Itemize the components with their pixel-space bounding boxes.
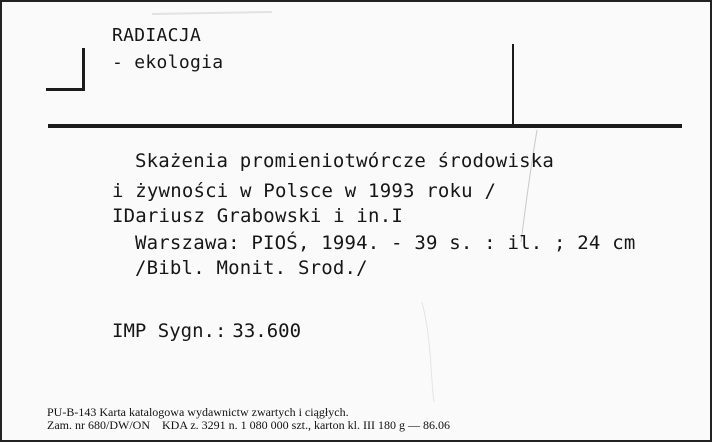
imprint-line: Warszawa: PIOŚ, 1994. - 39 s. : il. ; 24 cm — [135, 232, 636, 254]
call-number — [112, 320, 301, 342]
call-number-value: 33.600 — [232, 320, 302, 342]
card-form-caption: PU-B-143 Karta katalogowa wydawnictw zwartych i ciągłych. — [47, 405, 349, 419]
header-rule — [48, 124, 682, 128]
title-line-2: i żywności w Polsce w 1993 roku / — [112, 180, 497, 202]
header-divider-vertical — [512, 44, 514, 124]
print-run: KDA z. 3291 n. 1 080 000 szt., karton kl. III 180 g — 86.06 — [161, 418, 450, 432]
corner-bracket-vertical — [82, 48, 85, 90]
order-number: Zam. nr 680/DW/ON — [47, 418, 150, 432]
title-line-1: Skażenia promieniotwórcze środowiska — [135, 150, 555, 172]
author-line: IDariusz Grabowski i in.I — [112, 205, 403, 227]
card-print-info — [47, 418, 450, 433]
subject-subheading: - ekologia — [112, 52, 224, 73]
call-number-label: IMP Sygn.: — [112, 320, 227, 342]
corner-bracket-horizontal — [46, 88, 85, 91]
series-line: /Bibl. Monit. Srod./ — [135, 257, 368, 279]
subject-heading: RADIACJA — [112, 25, 202, 46]
